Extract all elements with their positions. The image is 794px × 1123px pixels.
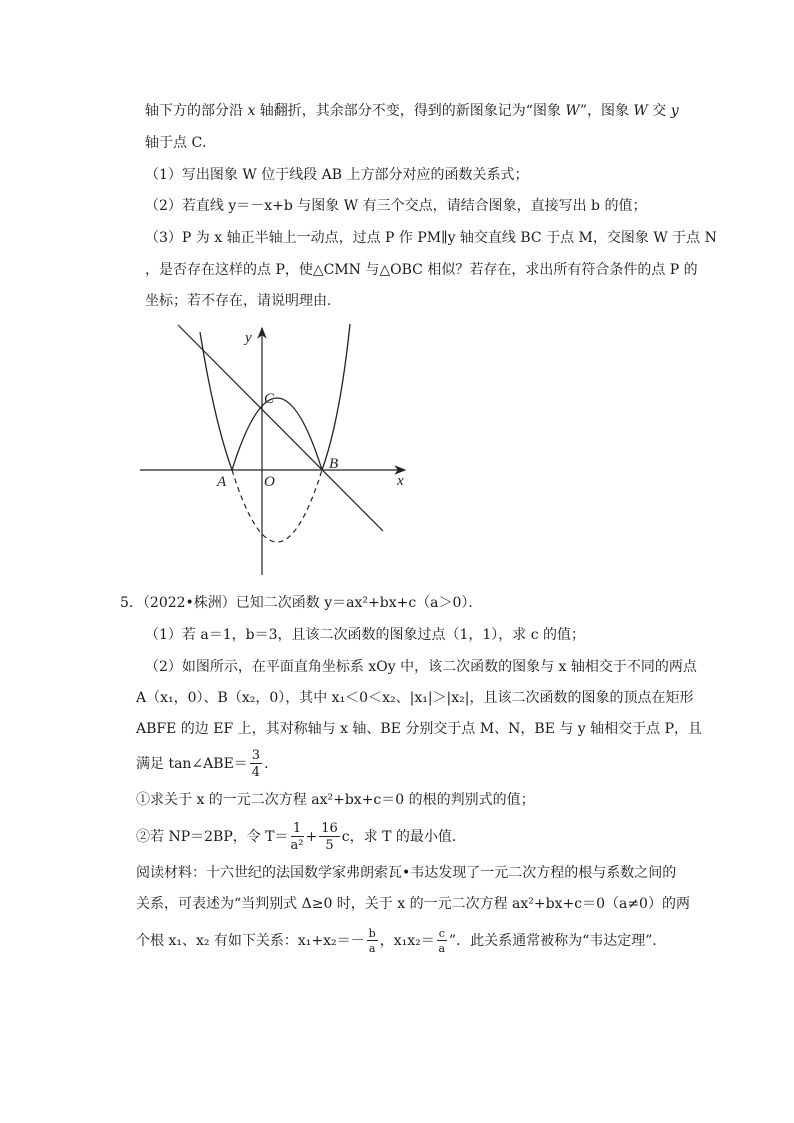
problem-5-heading: 5．（2022•株洲）已知二次函数 y＝ax²+bx+c（a＞0）． — [120, 595, 483, 611]
problem-5-part-2-line-4: 满足 tan∠ABE＝ $\frac{3}{4}$ ． — [136, 748, 279, 780]
problem-5-sub-2: ②若 NP＝2BP，令 T＝ $\frac{1}{\text{a²}}$ + $\frac{16}{5}$ c，求 T 的最小值． — [136, 821, 466, 853]
problem-5-part-2-line-2: A（x₁，0）、B（x₂，0），其中 x₁＜0＜x₂、|x₁|＞|x₂|，且该二次函数的图象的顶点在矩形 — [136, 690, 694, 706]
paragraph-line-1: 轴下方的部分沿 x 轴翻折，其余部分不变，得到的新图象记为“图象 W”，图象 W 交 y — [145, 103, 679, 119]
question-2: （2）若直线 y＝－x+b 与图象 W 有三个交点，请结合图象，直接写出 b 的值； — [145, 198, 647, 214]
paragraph-line-2: 轴于点 C． — [145, 135, 217, 151]
problem-5-sub-1: ①求关于 x 的一元二次方程 ax²+bx+c＝0 的根的判别式的值； — [136, 792, 535, 808]
fraction-sixteen-fifths: $\frac{16}{5}$ — [321, 821, 338, 853]
reading-line-1: 阅读材料：十六世纪的法国数学家弗朗索瓦•韦达发现了一元二次方程的根与系数之间的 — [136, 865, 677, 881]
label-b: B — [329, 456, 339, 472]
question-3-line-1: （3）P 为 x 轴正半轴上一动点，过点 P 作 PM∥y 轴交直线 BC 于点 M，交图象 W 于点 N — [145, 230, 717, 246]
label-c: C — [264, 391, 275, 407]
problem-5-part-2-line-3: ABFE 的边 EF 上，其对称轴与 x 轴、BE 分别交于点 M、N，BE 与 y 轴相交于点 P，且 — [136, 721, 703, 737]
label-y: y — [245, 330, 252, 346]
problem-5-part-2-line-1: （2）如图所示，在平面直角坐标系 xOy 中，该二次函数的图象与 x 轴相交于不同的两点 — [145, 659, 697, 675]
label-x: x — [397, 473, 404, 489]
tan-fraction: $\frac{3}{4}$ — [251, 748, 261, 780]
reflected-arch — [232, 398, 322, 470]
label-o: O — [264, 474, 275, 490]
reading-line-2: 关系，可表述为“当判别式 Δ≥0 时，关于 x 的一元二次方程 ax²+bx+c＝0（a≠0）的两 — [136, 896, 690, 912]
label-a: A — [217, 474, 227, 490]
problem-5-part-1: （1）若 a＝1，b＝3，且该二次函数的图象过点（1，1），求 c 的值； — [145, 627, 586, 643]
question-3-line-3: 坐标；若不存在，请说明理由． — [145, 293, 341, 309]
reading-line-3: 个根 x₁、x₂ 有如下关系：x₁+x₂＝－ $\frac{b}{a}$ ，x₁x₂＝ $\frac{c}{a}$ ”．此关系通常被称为“韦达定理”． — [136, 927, 667, 955]
question-1: （1）写出图象 W 位于线段 AB 上方部分对应的函数关系式； — [145, 167, 529, 183]
fraction-c-over-a: $\frac{c}{a}$ — [438, 927, 446, 955]
parabola-right-branch — [322, 324, 350, 470]
dashed-lower-parabola — [232, 470, 322, 542]
question-3-line-2: ，是否存在这样的点 P，使△CMN 与△OBC 相似？若存在，求出所有符合条件的点 P 的 — [145, 262, 698, 278]
line-bc — [178, 325, 383, 531]
fraction-b-over-a: $\frac{b}{a}$ — [368, 927, 376, 955]
fraction-one-over-a-squared: $\frac{1}{\text{a²}}$ — [290, 821, 304, 853]
